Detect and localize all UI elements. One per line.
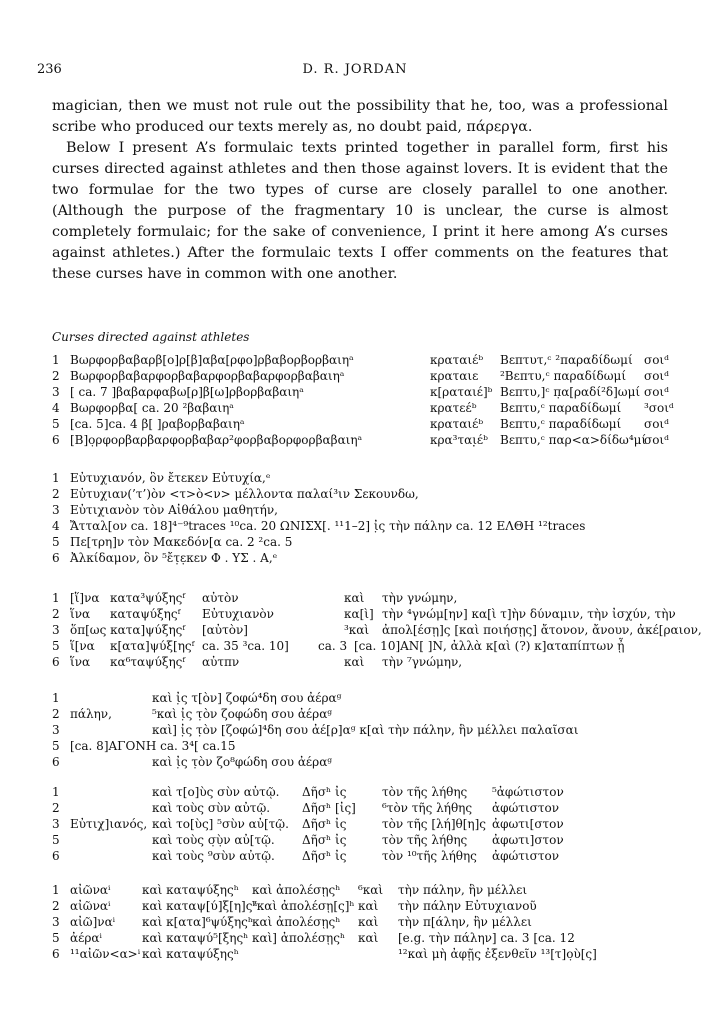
line-number: 1: [52, 591, 60, 605]
cell: σοιᵈ: [644, 385, 669, 399]
cell: αὐτπν: [202, 655, 240, 669]
cell: ⁵καὶ ἰ̣ς τ̣ὸν ζοφώδη σου ἀέραᵍ: [152, 707, 333, 721]
cell: Βωρφορβαβαρβ[ο]ρ[β]αβα[ρφο]ρβαβορβορβαιηᵃ: [70, 353, 354, 367]
cell: Βεπτυ,]ᶜ π̣α[ραδί²δ]ωμί: [500, 385, 641, 399]
line-number: 2: [52, 369, 60, 383]
cell: ²Βεπτυ,ᶜ παραδίδωμί: [500, 369, 627, 383]
line-number: 5: [52, 833, 60, 847]
block4-row: [52, 690, 682, 706]
cell: Βεπτυ,ᶜ παραδίδωμί: [500, 401, 622, 415]
cell: κρα³ται̣̣έᵇ: [430, 433, 488, 447]
line-number: 3: [52, 915, 60, 929]
cell: [ ca. 7 ]βαβαρφαβω[ρ]β[ω]ρβορβαβαιηᵃ: [70, 385, 304, 399]
cell: τὸν ¹⁰τῆς λήθης: [382, 849, 477, 863]
line-number: 6: [52, 655, 60, 669]
cell: [e.g. τὴν πάλην] ca. 3 [ca. 12: [398, 931, 575, 945]
cell: Εὐτιχ]ιανός,: [70, 817, 148, 831]
block3-row: [52, 638, 682, 654]
cell: τὸν τῆς λήθης: [382, 785, 468, 799]
cell: καὶ τ[ο]ὺς σὺν αὐτῷ.: [152, 785, 280, 799]
block3-row: [52, 590, 682, 606]
cell: Εὐτυχιαν(’τ’)ὸν <τ>ὸ<ν> μέλλοντα παλαί³ιν Σεκουνδω,: [70, 487, 419, 501]
cell: ἵ[να: [70, 639, 95, 653]
block3-row: [52, 606, 682, 622]
cell: καὶ καταψ[ύ]ξ[η]ςʰ: [142, 899, 258, 913]
cell: ¹²καὶ μὴ ἀφῇς ἐξενθεῖν ¹³[τ]ο̣ὺ[ς]: [398, 947, 597, 961]
cell: καὶ] ἀπολέσῃςʰ: [252, 931, 346, 945]
block2-row: [52, 518, 682, 534]
line-number: 1: [52, 691, 60, 705]
cell: [Β]ο̣ρφορβαρβαρφορβαβαρ²φορβαβορφορβαβαιηᵃ: [70, 433, 363, 447]
cell: Δῆσʰ ἰς: [302, 817, 347, 831]
cell: ca. 3: [318, 639, 348, 653]
cell: καὶ ἰ̣ς τ[ὸν] ζοφώ⁴δη σου ἀέραᵍ: [152, 691, 342, 705]
cell: ἀφωτι]στον: [492, 833, 564, 847]
cell: καὶ: [358, 931, 379, 945]
formula-block-6: [52, 882, 682, 962]
block4-row: [52, 706, 682, 722]
line-number: 2: [52, 801, 60, 815]
line-number: 1: [52, 353, 60, 367]
cell: Δῆσʰ ἰς: [302, 785, 347, 799]
line-number: 2: [52, 607, 60, 621]
cell: κρατεέᵇ: [430, 401, 477, 415]
cell: τὴν πάλην Εὐτυχιανοῦ: [398, 899, 537, 913]
cell: τὴν π[άλην, ἣν μέλλει: [398, 915, 532, 929]
cell: ³καὶ: [344, 623, 370, 637]
line-number: 3: [52, 623, 60, 637]
block1-row: [52, 400, 682, 416]
block5-row: [52, 816, 682, 832]
formula-block-5: [52, 784, 682, 864]
cell: Ἄτταλ[ον ca. 18]⁴⁻⁹traces ¹⁰ca. 20 ΩΝΙΣΧ[. ¹¹1–2] ἰ̣ς τὴν πάλην ca. 12 ΕΛΘΗ ¹²traces: [70, 519, 586, 533]
cell: κ[ραταιέ]ᵇ: [430, 385, 493, 399]
cell: αἰῶ]ναⁱ: [70, 915, 116, 929]
block5-row: [52, 848, 682, 864]
block6-row: [52, 898, 682, 914]
line-number: 4: [52, 519, 60, 533]
block2-row: [52, 550, 682, 566]
cell: ¹¹αἰῶν<α>ⁱ: [70, 947, 141, 961]
body-text: [52, 96, 668, 285]
cell: ⁷καὶ ἀπολέσῃ[ς]ʰ: [252, 899, 355, 913]
line-number: 2: [52, 487, 60, 501]
cell: καὶ: [344, 591, 365, 605]
running-head: D. R. JORDAN: [302, 62, 408, 77]
line-number: 2: [52, 707, 60, 721]
cell: κα[ὶ]: [344, 607, 374, 621]
cell: Πε[τρη]ν τὸν Μακεδόν[α ca. 2 ²ca. 5: [70, 535, 293, 549]
cell: κατα³ψύξηςᶠ: [110, 591, 186, 605]
cell: Ἀλκίδαμον, ὃν ⁵ἔτ̣ε̣κεν Φ . ΥΣ . Α,ᵉ: [70, 551, 278, 565]
line-number: 3: [52, 723, 60, 737]
cell: κραταιέᵇ: [430, 353, 484, 367]
line-number: 5: [52, 417, 60, 431]
block1-row: [52, 432, 682, 448]
cell: Εὐτιχιανὸν τὸν Αἰθάλου μαθητήν,: [70, 503, 278, 517]
cell: τὸν τῆς λήθης: [382, 833, 468, 847]
cell: ἵνα: [70, 655, 91, 669]
line-number: 5: [52, 535, 60, 549]
cell: καὶ τοὺς σὺν αὐτῷ.: [152, 801, 271, 815]
cell: Εὐτυχιανὸν: [202, 607, 274, 621]
block4-row: [52, 738, 682, 754]
line-number: 3: [52, 817, 60, 831]
line-number: 6: [52, 849, 60, 863]
cell: ἀέραⁱ: [70, 931, 102, 945]
cell: σοιᵈ: [644, 369, 669, 383]
cell: καὶ] ἰ̣ς τ̣ὸν [ζοφώ]⁴δη σου ἀέ[ρ]αᵍ κ[αὶ τὴν πάλην, ἣν μέλλει παλαῖσαι: [152, 723, 579, 737]
cell: σοιᵈ: [644, 353, 669, 367]
cell: ⁵ἀφώτιστον: [492, 785, 564, 799]
block5-row: [52, 832, 682, 848]
block1-row: [52, 384, 682, 400]
block6-row: [52, 914, 682, 930]
cell: καὶ ἀπολέσῃςʰ: [252, 883, 341, 897]
block1-row: [52, 368, 682, 384]
section-caption: Curses directed against athletes: [52, 330, 250, 344]
cell: Βωρφορβαβαρφορβαβαρφορβαβαρφορβαβαιηᵃ: [70, 369, 345, 383]
page-number: 236: [37, 62, 62, 77]
cell: κ[ατα]ψύξ[ηςᶠ: [110, 639, 195, 653]
cell: καὶ καταψύξηςʰ: [142, 947, 239, 961]
cell: Δῆσʰ ἰς: [302, 849, 347, 863]
cell: καὶ τοὺς σ̣ὺ̣ν αὐ[τῷ.: [152, 833, 275, 847]
cell: ἀπολ[έσῃ]ς [καὶ ποιήσῃς] ἄτονον, ἄνουν, ἀκέ[ραιον,: [382, 623, 702, 637]
block3-row: [52, 654, 682, 670]
cell: αἰῶναⁱ: [70, 899, 111, 913]
cell: σοιᵈ: [644, 417, 669, 431]
cell: [ca. 8]ΑΓΟΝΗ ca. 3⁴[ ca.15: [70, 739, 236, 753]
block6-row: [52, 882, 682, 898]
cell: καὶ: [344, 655, 365, 669]
cell: Βεπτυτ,ᶜ ²παραδίδωμί: [500, 353, 633, 367]
cell: Εὐτυχιανόν, ὃν ἔτεκεν Εὐτυχία,ᵉ: [70, 471, 271, 485]
cell: ἵνα: [70, 607, 91, 621]
line-number: 6: [52, 947, 60, 961]
line-number: 6: [52, 551, 60, 565]
cell: καὶ: [358, 899, 379, 913]
line-number: 3: [52, 503, 60, 517]
cell: πάλην,: [70, 707, 112, 721]
block2-row: [52, 470, 682, 486]
cell: Δῆσʰ ἰς: [302, 833, 347, 847]
cell: Βεπτυ,ᶜ παραδίδωμί: [500, 417, 622, 431]
cell: αὐτὸν: [202, 591, 239, 605]
line-number: 2: [52, 899, 60, 913]
block2-row: [52, 486, 682, 502]
line-number: 4: [52, 401, 60, 415]
cell: ἀφώτιστον: [492, 849, 559, 863]
cell: ca. 35 ³ca. 10]: [202, 639, 289, 653]
line-number: 1: [52, 471, 60, 485]
cell: καὶ κ[ατα]⁶ψύξηςʰ: [142, 915, 254, 929]
cell: ἀφώτιστον: [492, 801, 559, 815]
cell: καὶ καταψύ⁵[ξηςʰ: [142, 931, 249, 945]
cell: κραταιε: [430, 369, 479, 383]
line-number: 1: [52, 883, 60, 897]
cell: αἰῶναⁱ: [70, 883, 111, 897]
formula-block-4: [52, 690, 682, 770]
line-number: 6: [52, 755, 60, 769]
cell: ⁶τὸν τῆς λήθης: [382, 801, 473, 815]
line-number: 3: [52, 385, 60, 399]
cell: καὶ το[ὺς] ⁵σὺν αὐ[τῷ.: [152, 817, 289, 831]
cell: τὴν ⁴γνώμ[ην] κα[ὶ τ]ὴν δύναμιν, τὴν ἰσχύν, τὴν: [382, 607, 676, 621]
block5-row: [52, 800, 682, 816]
block6-row: [52, 930, 682, 946]
formula-block-1: [52, 352, 682, 448]
formula-block-3: [52, 590, 702, 670]
cell: καταψύξηςᶠ: [110, 607, 181, 621]
line-number: 5: [52, 931, 60, 945]
block1-row: [52, 352, 682, 368]
cell: [ἵ]να: [70, 591, 100, 605]
paragraph-2: Below I present A’s formulaic texts printed together in parallel form, first his curses directed against athletes and then those against lovers. It is evident that the two formulae for the two types of curse are closely parallel to one another. (Although the purpose of the fragmentary 10 is unclear, the curse is almost completely formulaic; for the sake of convenience, I print it here among A’s curses against athletes.) After the formulaic texts I offer comments on the features that these curses have in common with one another.: [52, 140, 668, 282]
cell: κραταιέᵇ: [430, 417, 484, 431]
cell: Βωρφορβα[ ca. 20 ²βαβαιηᵃ: [70, 401, 234, 415]
cell: καὶ καταψύξηςʰ: [142, 883, 239, 897]
line-number: 5: [52, 739, 60, 753]
block4-row: [52, 754, 682, 770]
cell: καὶ: [358, 915, 379, 929]
cell: καὶ τοὺς ⁹σὺν αὐτῷ.: [152, 849, 275, 863]
cell: καὶ ἰ̣ς τ̣ὸν ζο⁸φώδη σου ἀέραᵍ: [152, 755, 333, 769]
block4-row: [52, 722, 682, 738]
cell: [ca. 5]ca. 4 β[ ]ραβορβαβαιηᵃ: [70, 417, 245, 431]
block2-row: [52, 502, 682, 518]
cell: ⁶καὶ: [358, 883, 384, 897]
cell: Δῆσʰ [ἰς]: [302, 801, 356, 815]
cell: ὅπ[ως κατα]ψύξηςᶠ: [70, 623, 186, 637]
cell: τὴν ⁷γνώμην,: [382, 655, 463, 669]
line-number: 6: [52, 433, 60, 447]
cell: Βεπτυ,ᶜ παρ<α>δίδω⁴μί: [500, 433, 647, 447]
cell: κα⁶ταψύξηςᶠ: [110, 655, 186, 669]
formula-block-2: [52, 470, 682, 566]
cell: [ca. 10]ΑΝ[ ]Ν, ἀλλὰ κ[αὶ (?) κ]αταπίπτων ᾖ: [354, 639, 625, 653]
cell: ἀφωτι[στον: [492, 817, 564, 831]
block3-row: [52, 622, 702, 638]
block1-row: [52, 416, 682, 432]
cell: [αὐτὸν]: [202, 623, 248, 637]
block2-row: [52, 534, 682, 550]
cell: σοιᵈ: [644, 433, 669, 447]
cell: τὴν πάλην, ἣν μέλλει: [398, 883, 528, 897]
line-number: 1: [52, 785, 60, 799]
cell: ³σοιᵈ: [644, 401, 674, 415]
cell: τὴν γνώμην,: [382, 591, 458, 605]
block6-row: [52, 946, 682, 962]
cell: τὸν τῆς [λή]θ[η]ς: [382, 817, 486, 831]
block5-row: [52, 784, 682, 800]
cell: καὶ ἀπολέσῃςʰ: [252, 915, 341, 929]
paragraph-1: magician, then we must not rule out the possibility that he, too, was a professional scribe who produced our texts merely as, no doubt paid, πάρεργα.: [52, 98, 668, 135]
line-number: 5: [52, 639, 60, 653]
